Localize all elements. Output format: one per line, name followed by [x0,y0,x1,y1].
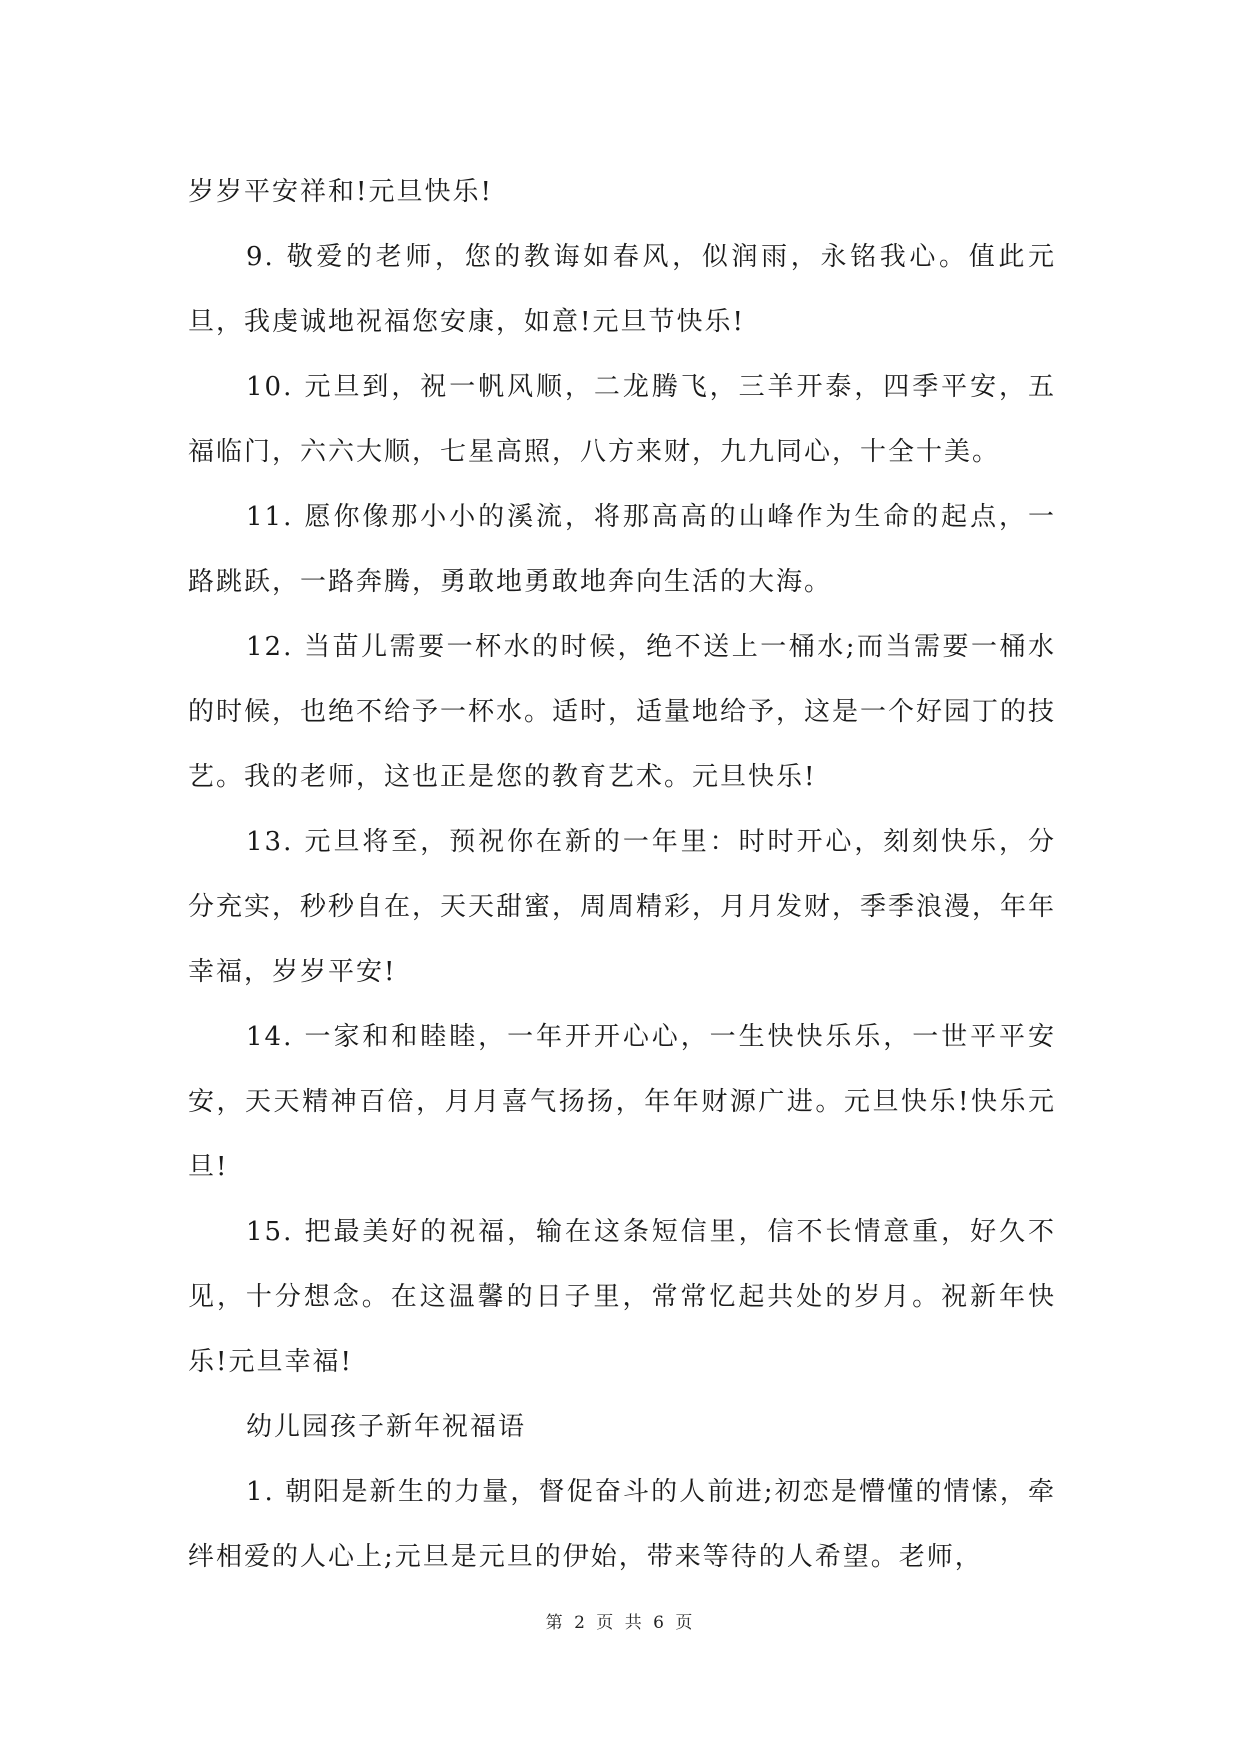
page-number-footer: 第 2 页 共 6 页 [545,1613,696,1633]
paragraph-item-9: 9. 敬爱的老师，您的教诲如春风，似润雨，永铭我心。值此元旦，我虔诚地祝福您安康，如意!元旦节快乐! [188,242,1056,337]
document-body [188,160,1056,1590]
paragraph-item-13: 13. 元旦将至，预祝你在新的一年里：时时开心，刻刻快乐，分分充实，秒秒自在，天天甜蜜，周周精彩，月月发财，季季浪漫，年年幸福，岁岁平安! [188,827,1057,987]
paragraph-item-10: 10. 元旦到，祝一帆风顺，二龙腾飞，三羊开泰，四季平安，五福临门，六六大顺，七星高照，八方来财，九九同心，十全十美。 [188,372,1056,467]
paragraph-item-12: 12. 当苗儿需要一杯水的时候，绝不送上一桶水;而当需要一桶水的时候，也绝不给予一杯水。适时，适量地给予，这是一个好园丁的技艺。我的老师，这也正是您的教育艺术。元旦快乐! [188,632,1057,792]
paragraph-item-11: 11. 愿你像那小小的溪流，将那高高的山峰作为生命的起点，一路跳跃，一路奔腾，勇敢地勇敢地奔向生活的大海。 [188,502,1056,597]
section-heading: 幼儿园孩子新年祝福语 [246,1412,527,1442]
paragraph-item-14: 14. 一家和和睦睦，一年开开心心，一生快快乐乐，一世平平安安，天天精神百倍，月月喜气扬扬，年年财源广进。元旦快乐!快乐元旦! [188,1022,1056,1182]
paragraph-continuation: 岁岁平安祥和!元旦快乐! [188,177,493,207]
paragraph-item-15: 15. 把最美好的祝福，输在这条短信里，信不长情意重，好久不见，十分想念。在这温馨的日子里，常常忆起共处的岁月。祝新年快乐!元旦幸福! [188,1217,1056,1377]
paragraph-item-1: 1. 朝阳是新生的力量，督促奋斗的人前进;初恋是懵懂的情愫，牵绊相爱的人心上;元旦是元旦的伊始，带来等待的人希望。老师， [188,1477,1056,1572]
